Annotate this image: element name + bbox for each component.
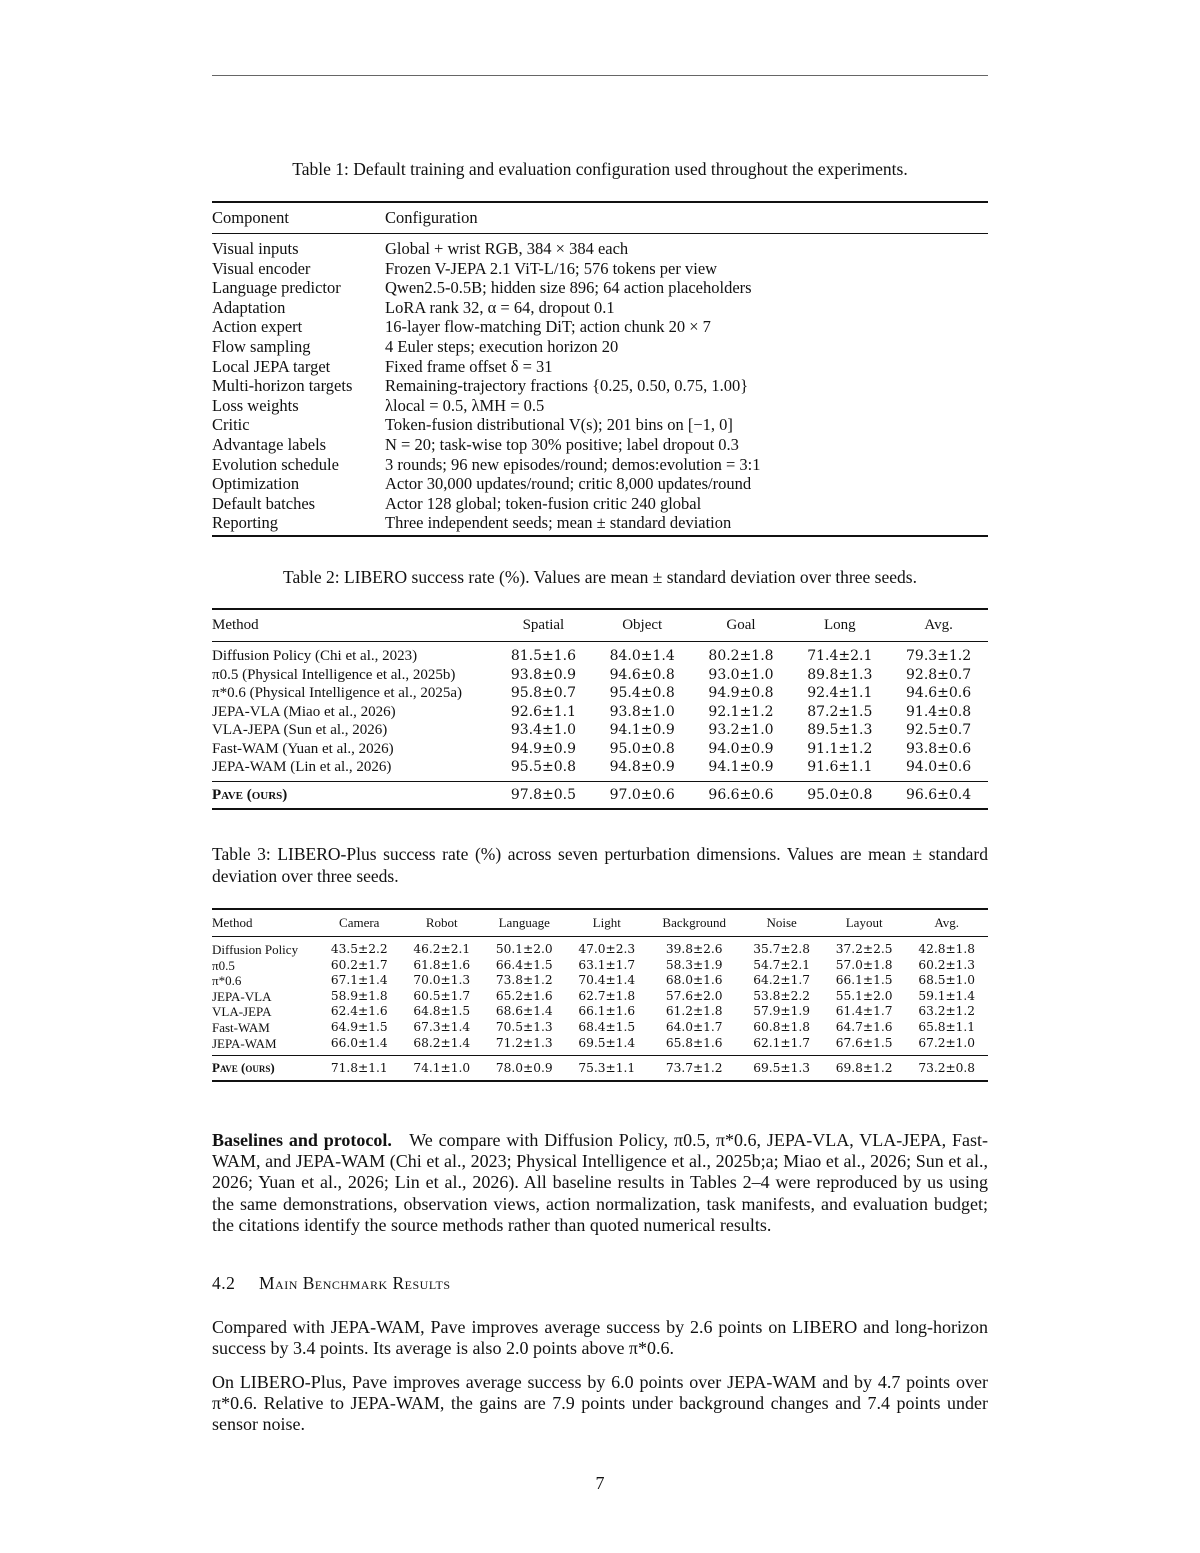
table3-value-cell: 68.5±1.0 [918,973,976,988]
table2-row [212,666,988,685]
table3-value-cell: 65.2±1.6 [495,988,553,1003]
table1-row [212,337,988,357]
table3-header: Background [648,909,740,937]
table1-configuration-cell: LoRA rank 32, α = 64, dropout 0.1 [385,297,615,317]
table3-value-cell: 62.7±1.8 [578,988,636,1003]
table3-value-cell: 63.1±1.7 [578,957,636,972]
table3-value-cell: 67.2±1.0 [918,1035,976,1050]
results-paragraph-1: Compared with JEPA-WAM, Pave improves average success by 2.6 points on LIBERO and long-horizon success by 3.4 points. Its average is also 2.0 points above π*0.6. [212,1317,988,1359]
table3-method-cell: Fast-WAM [212,1019,270,1035]
table1-configuration-cell: λlocal = 0.5, λMH = 0.5 [385,395,545,415]
table2-value-cell: 91.4±0.8 [906,703,972,720]
table3-value-cell: 68.6±1.4 [495,1004,553,1019]
table3-ours-value-cell: 78.0±0.9 [483,1056,566,1082]
table2-value-cell: 93.8±0.9 [510,666,576,683]
table1-component-cell: Adaptation [212,297,286,317]
table2-method-cell: VLA-JEPA (Sun et al., 2026) [212,722,388,738]
table2-method-cell: π0.5 (Physical Intelligence et al., 2025b) [212,666,456,683]
table3-ours-method-cell: Pave (ours) [212,1056,318,1082]
table1-row [212,474,988,494]
table3-value-cell: 58.9±1.8 [330,988,388,1003]
table1-row [212,376,988,396]
table2-value-cell: 94.1±0.9 [708,759,774,775]
table2-value-cell: 93.2±1.0 [708,722,774,738]
table3-value-cell: 64.0±1.7 [665,1019,723,1034]
page-number: 7 [595,1473,605,1493]
table3-value-cell: 64.8±1.5 [413,1004,471,1019]
table3-value-cell: 67.1±1.4 [330,973,388,988]
table2-value-cell: 94.6±0.6 [906,685,972,701]
table2-value-cell: 89.8±1.3 [807,666,873,683]
table1-configuration-cell: Qwen2.5-0.5B; hidden size 896; 64 action placeholders [385,278,752,298]
table3-value-cell: 60.2±1.7 [330,957,388,972]
table1-configuration-cell: Fixed frame offset δ = 31 [385,356,553,376]
table2-header: Goal [692,609,791,642]
section-heading [212,1273,451,1294]
table2-ours-value-cell: 97.8±0.5 [494,781,593,809]
table3-value-cell: 59.1±1.4 [918,988,976,1003]
table1-row [212,234,988,259]
table1-configuration-cell: Actor 30,000 updates/round; critic 8,000 updates/round [385,474,752,494]
table3-value-cell: 66.4±1.5 [495,957,553,972]
table2-method-cell: Diffusion Policy (Chi et al., 2023) [212,648,418,664]
table2-value-cell: 81.5±1.6 [510,648,576,664]
table2-ours-value-cell: 96.6±0.4 [889,781,988,809]
table1-row [212,259,988,279]
table3-value-cell: 63.2±1.2 [918,1004,976,1019]
table3-value-cell: 67.6±1.5 [835,1035,893,1050]
table2-row [212,758,988,781]
table2-header: Spatial [494,609,593,642]
baselines-paragraph [212,1130,988,1236]
table2-value-cell: 94.0±0.9 [708,740,774,757]
table1-header: Component [212,202,385,234]
table3-value-cell: 66.0±1.4 [330,1035,388,1050]
table2-value-cell: 80.2±1.8 [708,648,774,664]
table3-value-cell: 70.0±1.3 [413,973,471,988]
table2-value-cell: 89.5±1.3 [807,722,873,738]
table3-value-cell: 50.1±2.0 [495,942,553,956]
table3-method-cell: Diffusion Policy [212,942,299,957]
table3-value-cell: 47.0±2.3 [578,942,636,956]
table1-component-cell: Visual encoder [212,258,311,278]
table3-ours-row [212,1056,988,1082]
table3-value-cell: 62.4±1.6 [330,1004,388,1019]
table1-configuration-cell: Token-fusion distributional V(s); 201 bins on [−1, 0] [385,415,733,435]
table1-component-cell: Multi-horizon targets [212,376,353,396]
table3-value-cell: 42.8±1.8 [918,942,976,956]
table3-value-cell: 55.1±2.0 [835,988,893,1003]
table3-header: Robot [401,909,484,937]
table3-ours-value-cell: 69.5±1.3 [740,1056,823,1082]
table3-value-cell: 57.0±1.8 [835,957,893,972]
table3-caption: Table 3: LIBERO-Plus success rate (%) across seven perturbation dimensions. Values are mean ± standard deviation over three seeds. [212,844,988,886]
table1-configuration-cell: Actor 128 global; token-fusion critic 240 global [385,493,702,513]
table3-method-cell: VLA-JEPA [212,1004,272,1020]
table2-ours-value-cell: 95.0±0.8 [790,781,889,809]
table1-header: Configuration [385,202,988,234]
table3-value-cell: 68.0±1.6 [665,973,723,988]
table1-body [212,234,988,536]
table3-row [212,973,988,989]
table2-row [212,684,988,703]
table3-ours-value-cell: 74.1±1.0 [401,1056,484,1082]
table1-component-cell: Loss weights [212,395,299,415]
table3-value-cell: 57.9±1.9 [753,1004,811,1019]
table2-value-cell: 95.8±0.7 [510,685,576,701]
table3-ours-value-cell: 75.3±1.1 [566,1056,649,1082]
table1-row [212,317,988,337]
table3-value-cell: 35.7±2.8 [753,942,811,956]
table3-row [212,937,988,958]
table3-ours [212,1056,988,1082]
table2-value-cell: 94.9±0.9 [510,740,576,757]
baselines-heading: Baselines and protocol. [212,1130,392,1150]
table2-value-cell: 95.5±0.8 [510,759,576,775]
table3-value-cell: 64.2±1.7 [753,973,811,988]
table3-value-cell: 66.1±1.6 [578,1004,636,1019]
table3-value-cell: 61.2±1.8 [665,1004,723,1019]
table3-header: Light [566,909,649,937]
table3-value-cell: 70.5±1.3 [495,1019,553,1034]
table2-row [212,740,988,759]
table3-value-cell: 73.8±1.2 [495,973,553,988]
table2-method-cell: Fast-WAM (Yuan et al., 2026) [212,740,394,757]
table1 [212,201,988,537]
table1-row [212,357,988,377]
table1-component-cell: Default batches [212,493,316,513]
table3-header: Language [483,909,566,937]
table1-row [212,278,988,298]
table1-row [212,513,988,536]
table2-value-cell: 93.8±0.6 [906,740,972,757]
table3-row [212,1004,988,1020]
table2 [212,608,988,810]
table2-value-cell: 95.0±0.8 [609,740,675,757]
results-paragraph-2: On LIBERO-Plus, Pave improves average success by 6.0 points over JEPA-WAM and by 4.7 points over π*0.6. Relative to JEPA-WAM, the gains are 7.9 points under background changes and 7.4 points under sensor noise. [212,1372,988,1435]
table3-method-cell: JEPA-WAM [212,1035,277,1051]
table1-header-row [212,202,988,234]
table2-value-cell: 92.6±1.1 [510,703,576,720]
table3-value-cell: 60.5±1.7 [413,988,471,1003]
table3-value-cell: 37.2±2.5 [835,942,893,956]
table3-row [212,989,988,1005]
header-rule [212,75,988,76]
table1-configuration-cell: Remaining-trajectory fractions {0.25, 0.50, 0.75, 1.00} [385,376,749,396]
table3 [212,908,988,1082]
table1-component-cell: Advantage labels [212,434,327,454]
table3-header: Noise [740,909,823,937]
table2-value-cell: 92.1±1.2 [708,703,774,720]
table3-method-cell: π*0.6 [212,973,242,989]
table2-row [212,721,988,740]
table2-value-cell: 94.8±0.9 [609,759,675,775]
table1-row [212,415,988,435]
table1-component-cell: Evolution schedule [212,454,339,474]
table3-value-cell: 64.7±1.6 [835,1019,893,1034]
table3-value-cell: 60.8±1.8 [753,1019,811,1034]
table3-value-cell: 70.4±1.4 [578,973,636,988]
table3-value-cell: 69.5±1.4 [578,1035,636,1050]
table2-value-cell: 93.4±1.0 [510,722,576,738]
table1-configuration-cell: Global + wrist RGB, 384 × 384 each [385,239,629,258]
table2-value-cell: 93.8±1.0 [609,703,675,720]
table3-value-cell: 66.1±1.5 [835,973,893,988]
table2-value-cell: 95.4±0.8 [609,685,675,701]
table3-row [212,958,988,974]
table3-value-cell: 68.4±1.5 [578,1019,636,1034]
table1-row [212,435,988,455]
table1-component-cell: Local JEPA target [212,356,331,376]
table2-body [212,642,988,782]
table2-value-cell: 94.9±0.8 [708,685,774,701]
table3-header-row [212,909,988,937]
table3-value-cell: 39.8±2.6 [665,942,723,956]
table2-value-cell: 79.3±1.2 [906,648,972,664]
table3-value-cell: 71.2±1.3 [495,1035,553,1050]
table1-configuration-cell: 3 rounds; 96 new episodes/round; demos:evolution = 3:1 [385,454,761,474]
table1-configuration-cell: 4 Euler steps; execution horizon 20 [385,336,619,356]
table3-value-cell: 57.6±2.0 [665,988,723,1003]
table3-value-cell: 58.3±1.9 [665,957,723,972]
table2-value-cell: 87.2±1.5 [807,703,873,720]
table2-value-cell: 94.0±0.6 [906,759,972,775]
table3-value-cell: 43.5±2.2 [330,942,388,956]
table2-value-cell: 94.6±0.8 [609,666,675,683]
table3-row [212,1020,988,1036]
table3-ours-value-cell: 73.2±0.8 [905,1056,988,1082]
table3-header: Method [212,909,318,937]
table2-row [212,703,988,722]
table3-value-cell: 67.3±1.4 [413,1019,471,1034]
table1-configuration-cell: Frozen V-JEPA 2.1 ViT-L/16; 576 tokens per view [385,258,718,278]
table2-value-cell: 94.1±0.9 [609,722,675,738]
table2-ours-method-cell: Pave (ours) [212,781,494,809]
table2-value-cell: 71.4±2.1 [807,648,873,664]
table1-component-cell: Reporting [212,513,278,533]
table1-configuration-cell: Three independent seeds; mean ± standard deviation [385,513,732,533]
table1-row [212,455,988,475]
table3-method-cell: π0.5 [212,957,235,973]
table2-header: Object [593,609,692,642]
table2-method-cell: JEPA-VLA (Miao et al., 2026) [212,703,396,720]
table3-value-cell: 68.2±1.4 [413,1035,471,1050]
table3-value-cell: 64.9±1.5 [330,1019,388,1034]
table2-method-cell: π*0.6 (Physical Intelligence et al., 2025a) [212,685,462,701]
table3-ours-value-cell: 73.7±1.2 [648,1056,740,1082]
section-title: Main Benchmark Results [259,1273,451,1293]
table1-component-cell: Visual inputs [212,239,299,258]
table2-ours-row [212,781,988,809]
table1-row [212,396,988,416]
table1-component-cell: Language predictor [212,278,341,298]
table1-component-cell: Optimization [212,474,300,494]
table3-ours-value-cell: 69.8±1.2 [823,1056,906,1082]
table2-header: Method [212,609,494,642]
table2-value-cell: 92.8±0.7 [906,666,972,683]
table1-component-cell: Action expert [212,317,303,337]
table2-header: Avg. [889,609,988,642]
table2-value-cell: 92.4±1.1 [807,685,873,701]
table3-header: Layout [823,909,906,937]
table1-row [212,494,988,514]
table2-value-cell: 84.0±1.4 [609,648,675,664]
table2-value-cell: 91.6±1.1 [807,759,873,775]
table3-value-cell: 62.1±1.7 [753,1035,811,1050]
table3-value-cell: 53.8±2.2 [753,988,811,1003]
table2-caption: Table 2: LIBERO success rate (%). Values are mean ± standard deviation over three seeds. [283,567,917,587]
table1-row [212,298,988,318]
table2-ours [212,781,988,809]
table1-component-cell: Flow sampling [212,336,311,356]
table3-ours-value-cell: 71.8±1.1 [318,1056,401,1082]
table2-value-cell: 92.5±0.7 [906,722,972,738]
table3-header: Avg. [905,909,988,937]
table3-body [212,937,988,1056]
table3-value-cell: 54.7±2.1 [753,957,811,972]
table3-value-cell: 65.8±1.1 [918,1019,976,1034]
table2-ours-value-cell: 97.0±0.6 [593,781,692,809]
table3-header: Camera [318,909,401,937]
table3-value-cell: 46.2±2.1 [413,942,471,956]
table1-caption: Table 1: Default training and evaluation configuration used throughout the experiments. [292,159,908,179]
table2-value-cell: 93.0±1.0 [708,666,774,683]
table3-method-cell: JEPA-VLA [212,988,272,1004]
table2-method-cell: JEPA-WAM (Lin et al., 2026) [212,759,392,775]
table1-configuration-cell: N = 20; task-wise top 30% positive; label dropout 0.3 [385,434,739,454]
table3-value-cell: 65.8±1.6 [665,1035,723,1050]
table3-value-cell: 60.2±1.3 [918,957,976,972]
table3-value-cell: 61.8±1.6 [413,957,471,972]
table2-value-cell: 91.1±1.2 [807,740,873,757]
table1-component-cell: Critic [212,415,250,435]
table2-ours-value-cell: 96.6±0.6 [692,781,791,809]
table2-header-row [212,609,988,642]
table3-row [212,1036,988,1056]
table3-value-cell: 61.4±1.7 [835,1004,893,1019]
table2-header: Long [790,609,889,642]
table2-row [212,642,988,666]
table1-configuration-cell: 16-layer flow-matching DiT; action chunk 20 × 7 [385,317,711,337]
baselines-text: We compare with Diffusion Policy, π0.5, π*0.6, JEPA-VLA, VLA-JEPA, Fast-WAM, and JEPA-WAM (Chi et al., 2023; Physical Intelligence et al., 2025b;a; Miao et al., 2026; Sun et al., 2026; Yuan et al., 2026; Lin et al., 2026). All baseline results in Tables 2–4 were reproduced by us using the same demonstrations, observation views, action normalization, task manifests, and evaluation budget; the citations identify the source methods rather than quoted numerical results. [212,1130,988,1235]
section-number: 4.2 [212,1273,236,1293]
